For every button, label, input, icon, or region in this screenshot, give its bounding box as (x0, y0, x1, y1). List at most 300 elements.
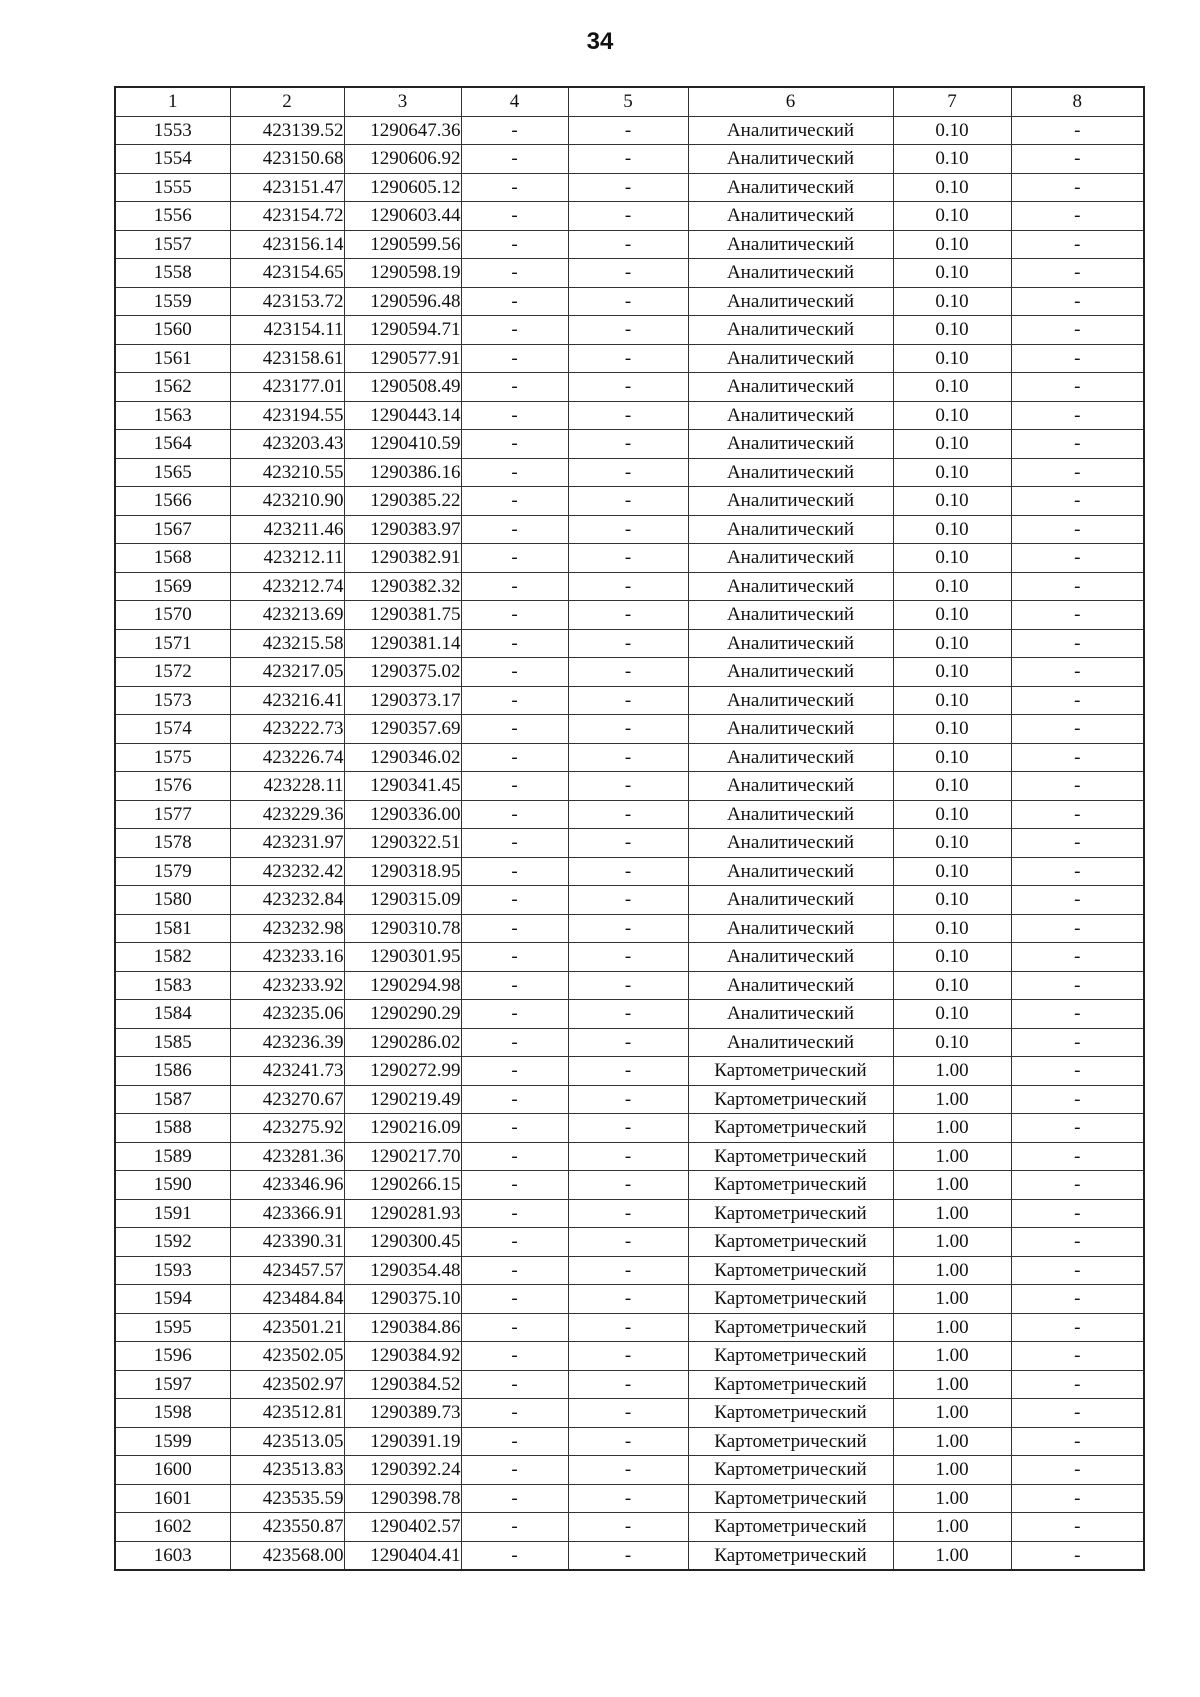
column-5-cell: - (568, 1114, 688, 1143)
x-coordinate-cell: 423281.36 (230, 1142, 344, 1171)
y-coordinate-cell: 1290603.44 (344, 202, 461, 231)
y-coordinate-cell: 1290386.16 (344, 458, 461, 487)
accuracy-cell: 0.10 (893, 1000, 1011, 1029)
point-number-cell: 1559 (115, 287, 230, 316)
y-coordinate-cell: 1290384.86 (344, 1313, 461, 1342)
point-number-cell: 1574 (115, 715, 230, 744)
method-cell: Аналитический (688, 743, 893, 772)
x-coordinate-cell: 423233.92 (230, 971, 344, 1000)
x-coordinate-cell: 423275.92 (230, 1114, 344, 1143)
accuracy-cell: 1.00 (893, 1484, 1011, 1513)
method-cell: Аналитический (688, 373, 893, 402)
point-number-cell: 1596 (115, 1342, 230, 1371)
column-5-cell: - (568, 857, 688, 886)
accuracy-cell: 0.10 (893, 800, 1011, 829)
point-number-cell: 1590 (115, 1171, 230, 1200)
accuracy-cell: 1.00 (893, 1228, 1011, 1257)
point-number-cell: 1565 (115, 458, 230, 487)
table-row (115, 1456, 1144, 1485)
table-row (115, 715, 1144, 744)
column-header: 1 (115, 87, 230, 116)
y-coordinate-cell: 1290594.71 (344, 316, 461, 345)
method-cell: Аналитический (688, 230, 893, 259)
accuracy-cell: 0.10 (893, 829, 1011, 858)
point-number-cell: 1583 (115, 971, 230, 1000)
column-8-cell: - (1011, 373, 1144, 402)
column-8-cell: - (1011, 230, 1144, 259)
accuracy-cell: 1.00 (893, 1370, 1011, 1399)
column-4-cell: - (461, 458, 568, 487)
column-4-cell: - (461, 772, 568, 801)
column-4-cell: - (461, 401, 568, 430)
point-number-cell: 1584 (115, 1000, 230, 1029)
table-row (115, 544, 1144, 573)
column-5-cell: - (568, 1427, 688, 1456)
y-coordinate-cell: 1290341.45 (344, 772, 461, 801)
point-number-cell: 1592 (115, 1228, 230, 1257)
accuracy-cell: 1.00 (893, 1541, 1011, 1570)
column-5-cell: - (568, 515, 688, 544)
accuracy-cell: 1.00 (893, 1399, 1011, 1428)
y-coordinate-cell: 1290281.93 (344, 1199, 461, 1228)
y-coordinate-cell: 1290346.02 (344, 743, 461, 772)
point-number-cell: 1598 (115, 1399, 230, 1428)
column-5-cell: - (568, 373, 688, 402)
accuracy-cell: 1.00 (893, 1057, 1011, 1086)
column-8-cell: - (1011, 1370, 1144, 1399)
column-4-cell: - (461, 829, 568, 858)
column-8-cell: - (1011, 800, 1144, 829)
method-cell: Картометрический (688, 1142, 893, 1171)
column-8-cell: - (1011, 686, 1144, 715)
point-number-cell: 1582 (115, 943, 230, 972)
point-number-cell: 1558 (115, 259, 230, 288)
accuracy-cell: 0.10 (893, 401, 1011, 430)
y-coordinate-cell: 1290647.36 (344, 116, 461, 145)
table-row (115, 658, 1144, 687)
x-coordinate-cell: 423232.98 (230, 914, 344, 943)
table-row (115, 1171, 1144, 1200)
column-8-cell: - (1011, 1399, 1144, 1428)
y-coordinate-cell: 1290286.02 (344, 1028, 461, 1057)
column-8-cell: - (1011, 430, 1144, 459)
accuracy-cell: 1.00 (893, 1285, 1011, 1314)
table-row (115, 1513, 1144, 1542)
accuracy-cell: 0.10 (893, 458, 1011, 487)
accuracy-cell: 0.10 (893, 287, 1011, 316)
accuracy-cell: 0.10 (893, 230, 1011, 259)
method-cell: Аналитический (688, 886, 893, 915)
accuracy-cell: 0.10 (893, 116, 1011, 145)
table-row (115, 857, 1144, 886)
column-5-cell: - (568, 458, 688, 487)
column-8-cell: - (1011, 1199, 1144, 1228)
table-row (115, 1057, 1144, 1086)
column-4-cell: - (461, 173, 568, 202)
table-row (115, 1228, 1144, 1257)
y-coordinate-cell: 1290300.45 (344, 1228, 461, 1257)
point-number-cell: 1595 (115, 1313, 230, 1342)
x-coordinate-cell: 423232.84 (230, 886, 344, 915)
column-8-cell: - (1011, 1513, 1144, 1542)
x-coordinate-cell: 423203.43 (230, 430, 344, 459)
y-coordinate-cell: 1290216.09 (344, 1114, 461, 1143)
x-coordinate-cell: 423226.74 (230, 743, 344, 772)
accuracy-cell: 1.00 (893, 1427, 1011, 1456)
method-cell: Картометрический (688, 1484, 893, 1513)
column-8-cell: - (1011, 572, 1144, 601)
x-coordinate-cell: 423217.05 (230, 658, 344, 687)
column-8-cell: - (1011, 629, 1144, 658)
column-8-cell: - (1011, 401, 1144, 430)
x-coordinate-cell: 423150.68 (230, 145, 344, 174)
column-4-cell: - (461, 1313, 568, 1342)
table-row (115, 686, 1144, 715)
x-coordinate-cell: 423222.73 (230, 715, 344, 744)
x-coordinate-cell: 423212.74 (230, 572, 344, 601)
column-5-cell: - (568, 544, 688, 573)
y-coordinate-cell: 1290404.41 (344, 1541, 461, 1570)
column-8-cell: - (1011, 914, 1144, 943)
column-5-cell: - (568, 487, 688, 516)
column-8-cell: - (1011, 458, 1144, 487)
table-row (115, 202, 1144, 231)
column-4-cell: - (461, 1370, 568, 1399)
column-header: 2 (230, 87, 344, 116)
column-5-cell: - (568, 1142, 688, 1171)
method-cell: Картометрический (688, 1342, 893, 1371)
column-5-cell: - (568, 629, 688, 658)
x-coordinate-cell: 423241.73 (230, 1057, 344, 1086)
point-number-cell: 1577 (115, 800, 230, 829)
accuracy-cell: 0.10 (893, 686, 1011, 715)
point-number-cell: 1600 (115, 1456, 230, 1485)
x-coordinate-cell: 423512.81 (230, 1399, 344, 1428)
column-5-cell: - (568, 1513, 688, 1542)
y-coordinate-cell: 1290381.14 (344, 629, 461, 658)
x-coordinate-cell: 423366.91 (230, 1199, 344, 1228)
x-coordinate-cell: 423216.41 (230, 686, 344, 715)
x-coordinate-cell: 423484.84 (230, 1285, 344, 1314)
column-header: 6 (688, 87, 893, 116)
column-4-cell: - (461, 116, 568, 145)
table-row (115, 515, 1144, 544)
table-body (115, 116, 1144, 1570)
column-5-cell: - (568, 230, 688, 259)
column-8-cell: - (1011, 1342, 1144, 1371)
column-4-cell: - (461, 487, 568, 516)
table-row (115, 430, 1144, 459)
column-header: 4 (461, 87, 568, 116)
column-4-cell: - (461, 287, 568, 316)
point-number-cell: 1572 (115, 658, 230, 687)
table-row (115, 971, 1144, 1000)
x-coordinate-cell: 423513.83 (230, 1456, 344, 1485)
column-8-cell: - (1011, 971, 1144, 1000)
column-4-cell: - (461, 1085, 568, 1114)
accuracy-cell: 0.10 (893, 601, 1011, 630)
x-coordinate-cell: 423158.61 (230, 344, 344, 373)
y-coordinate-cell: 1290301.95 (344, 943, 461, 972)
table-row (115, 116, 1144, 145)
column-8-cell: - (1011, 943, 1144, 972)
point-number-cell: 1578 (115, 829, 230, 858)
accuracy-cell: 0.10 (893, 857, 1011, 886)
y-coordinate-cell: 1290443.14 (344, 401, 461, 430)
column-5-cell: - (568, 971, 688, 1000)
column-8-cell: - (1011, 544, 1144, 573)
column-4-cell: - (461, 145, 568, 174)
table-row (115, 743, 1144, 772)
column-5-cell: - (568, 1285, 688, 1314)
method-cell: Аналитический (688, 430, 893, 459)
column-4-cell: - (461, 1484, 568, 1513)
column-5-cell: - (568, 1541, 688, 1570)
x-coordinate-cell: 423390.31 (230, 1228, 344, 1257)
point-number-cell: 1568 (115, 544, 230, 573)
column-5-cell: - (568, 1000, 688, 1029)
x-coordinate-cell: 423153.72 (230, 287, 344, 316)
accuracy-cell: 0.10 (893, 971, 1011, 1000)
column-header: 3 (344, 87, 461, 116)
point-number-cell: 1554 (115, 145, 230, 174)
method-cell: Аналитический (688, 943, 893, 972)
accuracy-cell: 0.10 (893, 173, 1011, 202)
method-cell: Аналитический (688, 572, 893, 601)
column-4-cell: - (461, 316, 568, 345)
method-cell: Аналитический (688, 487, 893, 516)
y-coordinate-cell: 1290219.49 (344, 1085, 461, 1114)
y-coordinate-cell: 1290290.29 (344, 1000, 461, 1029)
method-cell: Аналитический (688, 316, 893, 345)
y-coordinate-cell: 1290410.59 (344, 430, 461, 459)
column-8-cell: - (1011, 344, 1144, 373)
x-coordinate-cell: 423177.01 (230, 373, 344, 402)
point-number-cell: 1603 (115, 1541, 230, 1570)
method-cell: Аналитический (688, 1000, 893, 1029)
method-cell: Картометрический (688, 1541, 893, 1570)
y-coordinate-cell: 1290596.48 (344, 287, 461, 316)
column-8-cell: - (1011, 829, 1144, 858)
point-number-cell: 1566 (115, 487, 230, 516)
method-cell: Аналитический (688, 458, 893, 487)
method-cell: Аналитический (688, 287, 893, 316)
method-cell: Аналитический (688, 515, 893, 544)
table-row (115, 1370, 1144, 1399)
y-coordinate-cell: 1290310.78 (344, 914, 461, 943)
table-row (115, 1342, 1144, 1371)
column-5-cell: - (568, 1256, 688, 1285)
x-coordinate-cell: 423346.96 (230, 1171, 344, 1200)
column-5-cell: - (568, 658, 688, 687)
column-5-cell: - (568, 401, 688, 430)
column-5-cell: - (568, 1171, 688, 1200)
x-coordinate-cell: 423156.14 (230, 230, 344, 259)
table-row (115, 316, 1144, 345)
point-number-cell: 1591 (115, 1199, 230, 1228)
method-cell: Картометрический (688, 1256, 893, 1285)
method-cell: Картометрический (688, 1427, 893, 1456)
column-8-cell: - (1011, 116, 1144, 145)
table-row (115, 1484, 1144, 1513)
column-4-cell: - (461, 629, 568, 658)
column-8-cell: - (1011, 1313, 1144, 1342)
point-number-cell: 1589 (115, 1142, 230, 1171)
y-coordinate-cell: 1290266.15 (344, 1171, 461, 1200)
method-cell: Аналитический (688, 800, 893, 829)
method-cell: Аналитический (688, 686, 893, 715)
method-cell: Аналитический (688, 857, 893, 886)
y-coordinate-cell: 1290383.97 (344, 515, 461, 544)
accuracy-cell: 0.10 (893, 1028, 1011, 1057)
column-5-cell: - (568, 1028, 688, 1057)
column-4-cell: - (461, 1541, 568, 1570)
accuracy-cell: 0.10 (893, 344, 1011, 373)
table-row (115, 344, 1144, 373)
table-row (115, 943, 1144, 972)
method-cell: Картометрический (688, 1199, 893, 1228)
column-8-cell: - (1011, 1484, 1144, 1513)
column-8-cell: - (1011, 1057, 1144, 1086)
column-4-cell: - (461, 658, 568, 687)
point-number-cell: 1556 (115, 202, 230, 231)
y-coordinate-cell: 1290373.17 (344, 686, 461, 715)
x-coordinate-cell: 423535.59 (230, 1484, 344, 1513)
x-coordinate-cell: 423231.97 (230, 829, 344, 858)
method-cell: Картометрический (688, 1171, 893, 1200)
y-coordinate-cell: 1290381.75 (344, 601, 461, 630)
column-8-cell: - (1011, 1228, 1144, 1257)
table-row (115, 1285, 1144, 1314)
column-4-cell: - (461, 344, 568, 373)
y-coordinate-cell: 1290389.73 (344, 1399, 461, 1428)
accuracy-cell: 0.10 (893, 259, 1011, 288)
y-coordinate-cell: 1290384.52 (344, 1370, 461, 1399)
x-coordinate-cell: 423228.11 (230, 772, 344, 801)
accuracy-cell: 0.10 (893, 487, 1011, 516)
accuracy-cell: 1.00 (893, 1456, 1011, 1485)
table-row (115, 1114, 1144, 1143)
column-4-cell: - (461, 601, 568, 630)
column-8-cell: - (1011, 259, 1144, 288)
column-4-cell: - (461, 1199, 568, 1228)
column-4-cell: - (461, 1342, 568, 1371)
accuracy-cell: 0.10 (893, 145, 1011, 174)
y-coordinate-cell: 1290322.51 (344, 829, 461, 858)
method-cell: Аналитический (688, 344, 893, 373)
column-4-cell: - (461, 1057, 568, 1086)
page-number: 34 (586, 28, 614, 55)
column-4-cell: - (461, 1256, 568, 1285)
y-coordinate-cell: 1290354.48 (344, 1256, 461, 1285)
y-coordinate-cell: 1290402.57 (344, 1513, 461, 1542)
table-row (115, 1085, 1144, 1114)
table-row (115, 1000, 1144, 1029)
table-row (115, 1028, 1144, 1057)
column-4-cell: - (461, 373, 568, 402)
y-coordinate-cell: 1290391.19 (344, 1427, 461, 1456)
column-4-cell: - (461, 1427, 568, 1456)
accuracy-cell: 1.00 (893, 1256, 1011, 1285)
point-number-cell: 1560 (115, 316, 230, 345)
table-row (115, 601, 1144, 630)
method-cell: Аналитический (688, 658, 893, 687)
y-coordinate-cell: 1290508.49 (344, 373, 461, 402)
y-coordinate-cell: 1290384.92 (344, 1342, 461, 1371)
accuracy-cell: 1.00 (893, 1313, 1011, 1342)
column-4-cell: - (461, 1000, 568, 1029)
table-header-row (115, 87, 1144, 116)
accuracy-cell: 0.10 (893, 886, 1011, 915)
column-8-cell: - (1011, 772, 1144, 801)
x-coordinate-cell: 423210.90 (230, 487, 344, 516)
x-coordinate-cell: 423513.05 (230, 1427, 344, 1456)
accuracy-cell: 0.10 (893, 629, 1011, 658)
column-8-cell: - (1011, 287, 1144, 316)
column-4-cell: - (461, 943, 568, 972)
y-coordinate-cell: 1290294.98 (344, 971, 461, 1000)
y-coordinate-cell: 1290598.19 (344, 259, 461, 288)
method-cell: Аналитический (688, 401, 893, 430)
x-coordinate-cell: 423211.46 (230, 515, 344, 544)
column-8-cell: - (1011, 1142, 1144, 1171)
column-5-cell: - (568, 1085, 688, 1114)
column-5-cell: - (568, 173, 688, 202)
column-4-cell: - (461, 686, 568, 715)
column-4-cell: - (461, 886, 568, 915)
x-coordinate-cell: 423457.57 (230, 1256, 344, 1285)
y-coordinate-cell: 1290392.24 (344, 1456, 461, 1485)
column-5-cell: - (568, 943, 688, 972)
point-number-cell: 1557 (115, 230, 230, 259)
accuracy-cell: 0.10 (893, 515, 1011, 544)
column-5-cell: - (568, 259, 688, 288)
method-cell: Аналитический (688, 971, 893, 1000)
x-coordinate-cell: 423232.42 (230, 857, 344, 886)
point-number-cell: 1597 (115, 1370, 230, 1399)
table-row (115, 145, 1144, 174)
column-8-cell: - (1011, 1085, 1144, 1114)
column-5-cell: - (568, 1399, 688, 1428)
column-5-cell: - (568, 886, 688, 915)
method-cell: Картометрический (688, 1313, 893, 1342)
column-8-cell: - (1011, 1427, 1144, 1456)
accuracy-cell: 0.10 (893, 743, 1011, 772)
method-cell: Картометрический (688, 1399, 893, 1428)
x-coordinate-cell: 423236.39 (230, 1028, 344, 1057)
column-8-cell: - (1011, 487, 1144, 516)
accuracy-cell: 1.00 (893, 1342, 1011, 1371)
column-4-cell: - (461, 1513, 568, 1542)
x-coordinate-cell: 423213.69 (230, 601, 344, 630)
y-coordinate-cell: 1290599.56 (344, 230, 461, 259)
column-header: 5 (568, 87, 688, 116)
table-row (115, 259, 1144, 288)
column-4-cell: - (461, 1285, 568, 1314)
method-cell: Картометрический (688, 1057, 893, 1086)
method-cell: Картометрический (688, 1114, 893, 1143)
method-cell: Картометрический (688, 1456, 893, 1485)
accuracy-cell: 1.00 (893, 1513, 1011, 1542)
column-5-cell: - (568, 1456, 688, 1485)
x-coordinate-cell: 423151.47 (230, 173, 344, 202)
column-8-cell: - (1011, 173, 1144, 202)
y-coordinate-cell: 1290606.92 (344, 145, 461, 174)
y-coordinate-cell: 1290217.70 (344, 1142, 461, 1171)
table-row (115, 1142, 1144, 1171)
column-header: 7 (893, 87, 1011, 116)
point-number-cell: 1564 (115, 430, 230, 459)
